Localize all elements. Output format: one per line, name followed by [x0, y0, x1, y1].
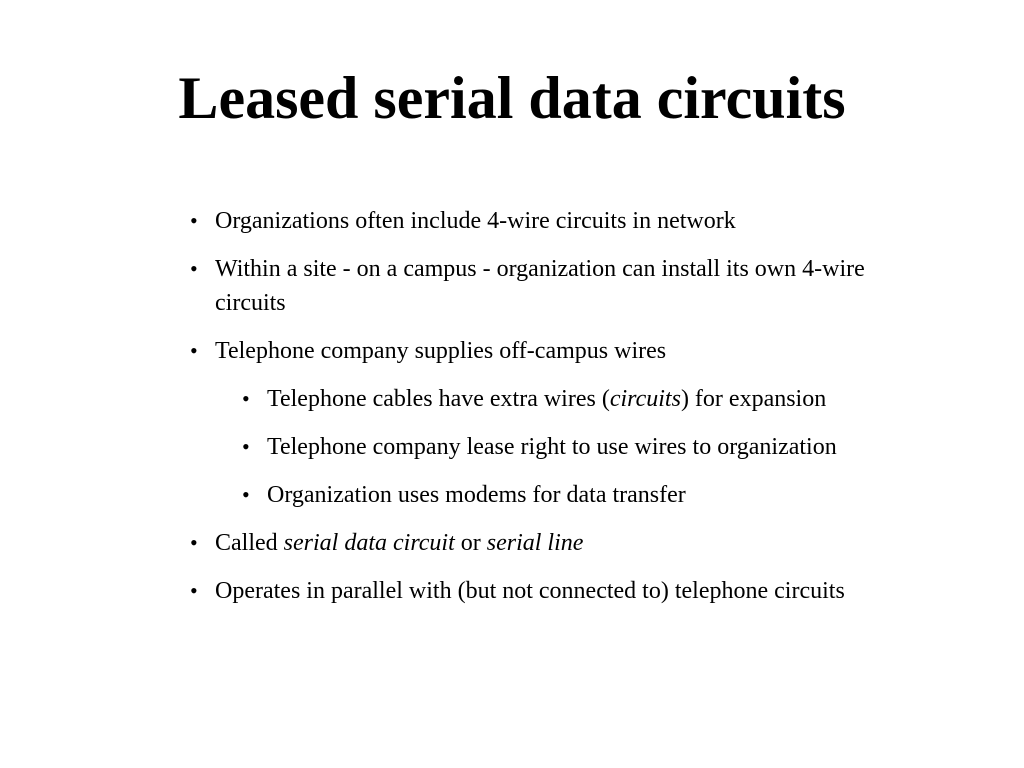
bullet-dot-icon: • — [190, 256, 198, 281]
bullet-text — [215, 338, 666, 364]
bullet-dot-icon: • — [190, 208, 198, 233]
bullet-dot-icon: • — [242, 386, 250, 411]
bullet-text-italic: serial data circuit — [283, 530, 455, 556]
bullet-text — [267, 434, 837, 460]
bullet-item — [190, 252, 890, 320]
bullet-text — [215, 578, 845, 604]
bullet-text-part: Operates in parallel with (but not connected to) telephone circuits — [215, 578, 845, 604]
bullet-dot-icon: • — [190, 578, 198, 603]
bullet-dot-icon: • — [190, 338, 198, 363]
bullet-text-part: Organization uses modems for data transfer — [267, 482, 686, 508]
bullet-dot-icon: • — [190, 530, 198, 555]
bullet-text-part: ) for expansion — [680, 386, 827, 412]
bullet-text-part: or — [454, 530, 487, 556]
bullet-text — [267, 482, 686, 508]
bullet-text-part: Called — [215, 530, 284, 556]
bullet-text — [215, 530, 583, 556]
bullet-text — [215, 208, 736, 234]
bullet-text — [215, 256, 865, 316]
bullet-text-italic: circuits — [609, 386, 681, 412]
sub-bullet-item — [242, 478, 890, 512]
bullet-list — [190, 204, 890, 622]
bullet-dot-icon: • — [242, 434, 250, 459]
bullet-item — [190, 574, 890, 608]
bullet-text-part: Telephone cables have extra wires ( — [267, 386, 610, 412]
bullet-text-part: Telephone company lease right to use wires to organization — [267, 434, 837, 460]
bullet-text-italic: serial line — [486, 530, 584, 556]
bullet-item — [190, 526, 890, 560]
bullet-dot-icon: • — [242, 482, 250, 507]
bullet-text — [267, 386, 826, 412]
slide-title: Leased serial data circuits — [178, 65, 846, 131]
bullet-item — [190, 334, 890, 368]
bullet-text-part: Telephone company supplies off-campus wires — [215, 338, 667, 364]
bullet-text-part: Organizations often include 4-wire circuits in network — [215, 208, 736, 234]
sub-bullet-item — [242, 382, 890, 416]
bullet-item — [190, 204, 890, 238]
sub-bullet-item — [242, 430, 890, 464]
bullet-text-part: Within a site - on a campus - organization can install its own 4-wire circuits — [215, 256, 865, 316]
